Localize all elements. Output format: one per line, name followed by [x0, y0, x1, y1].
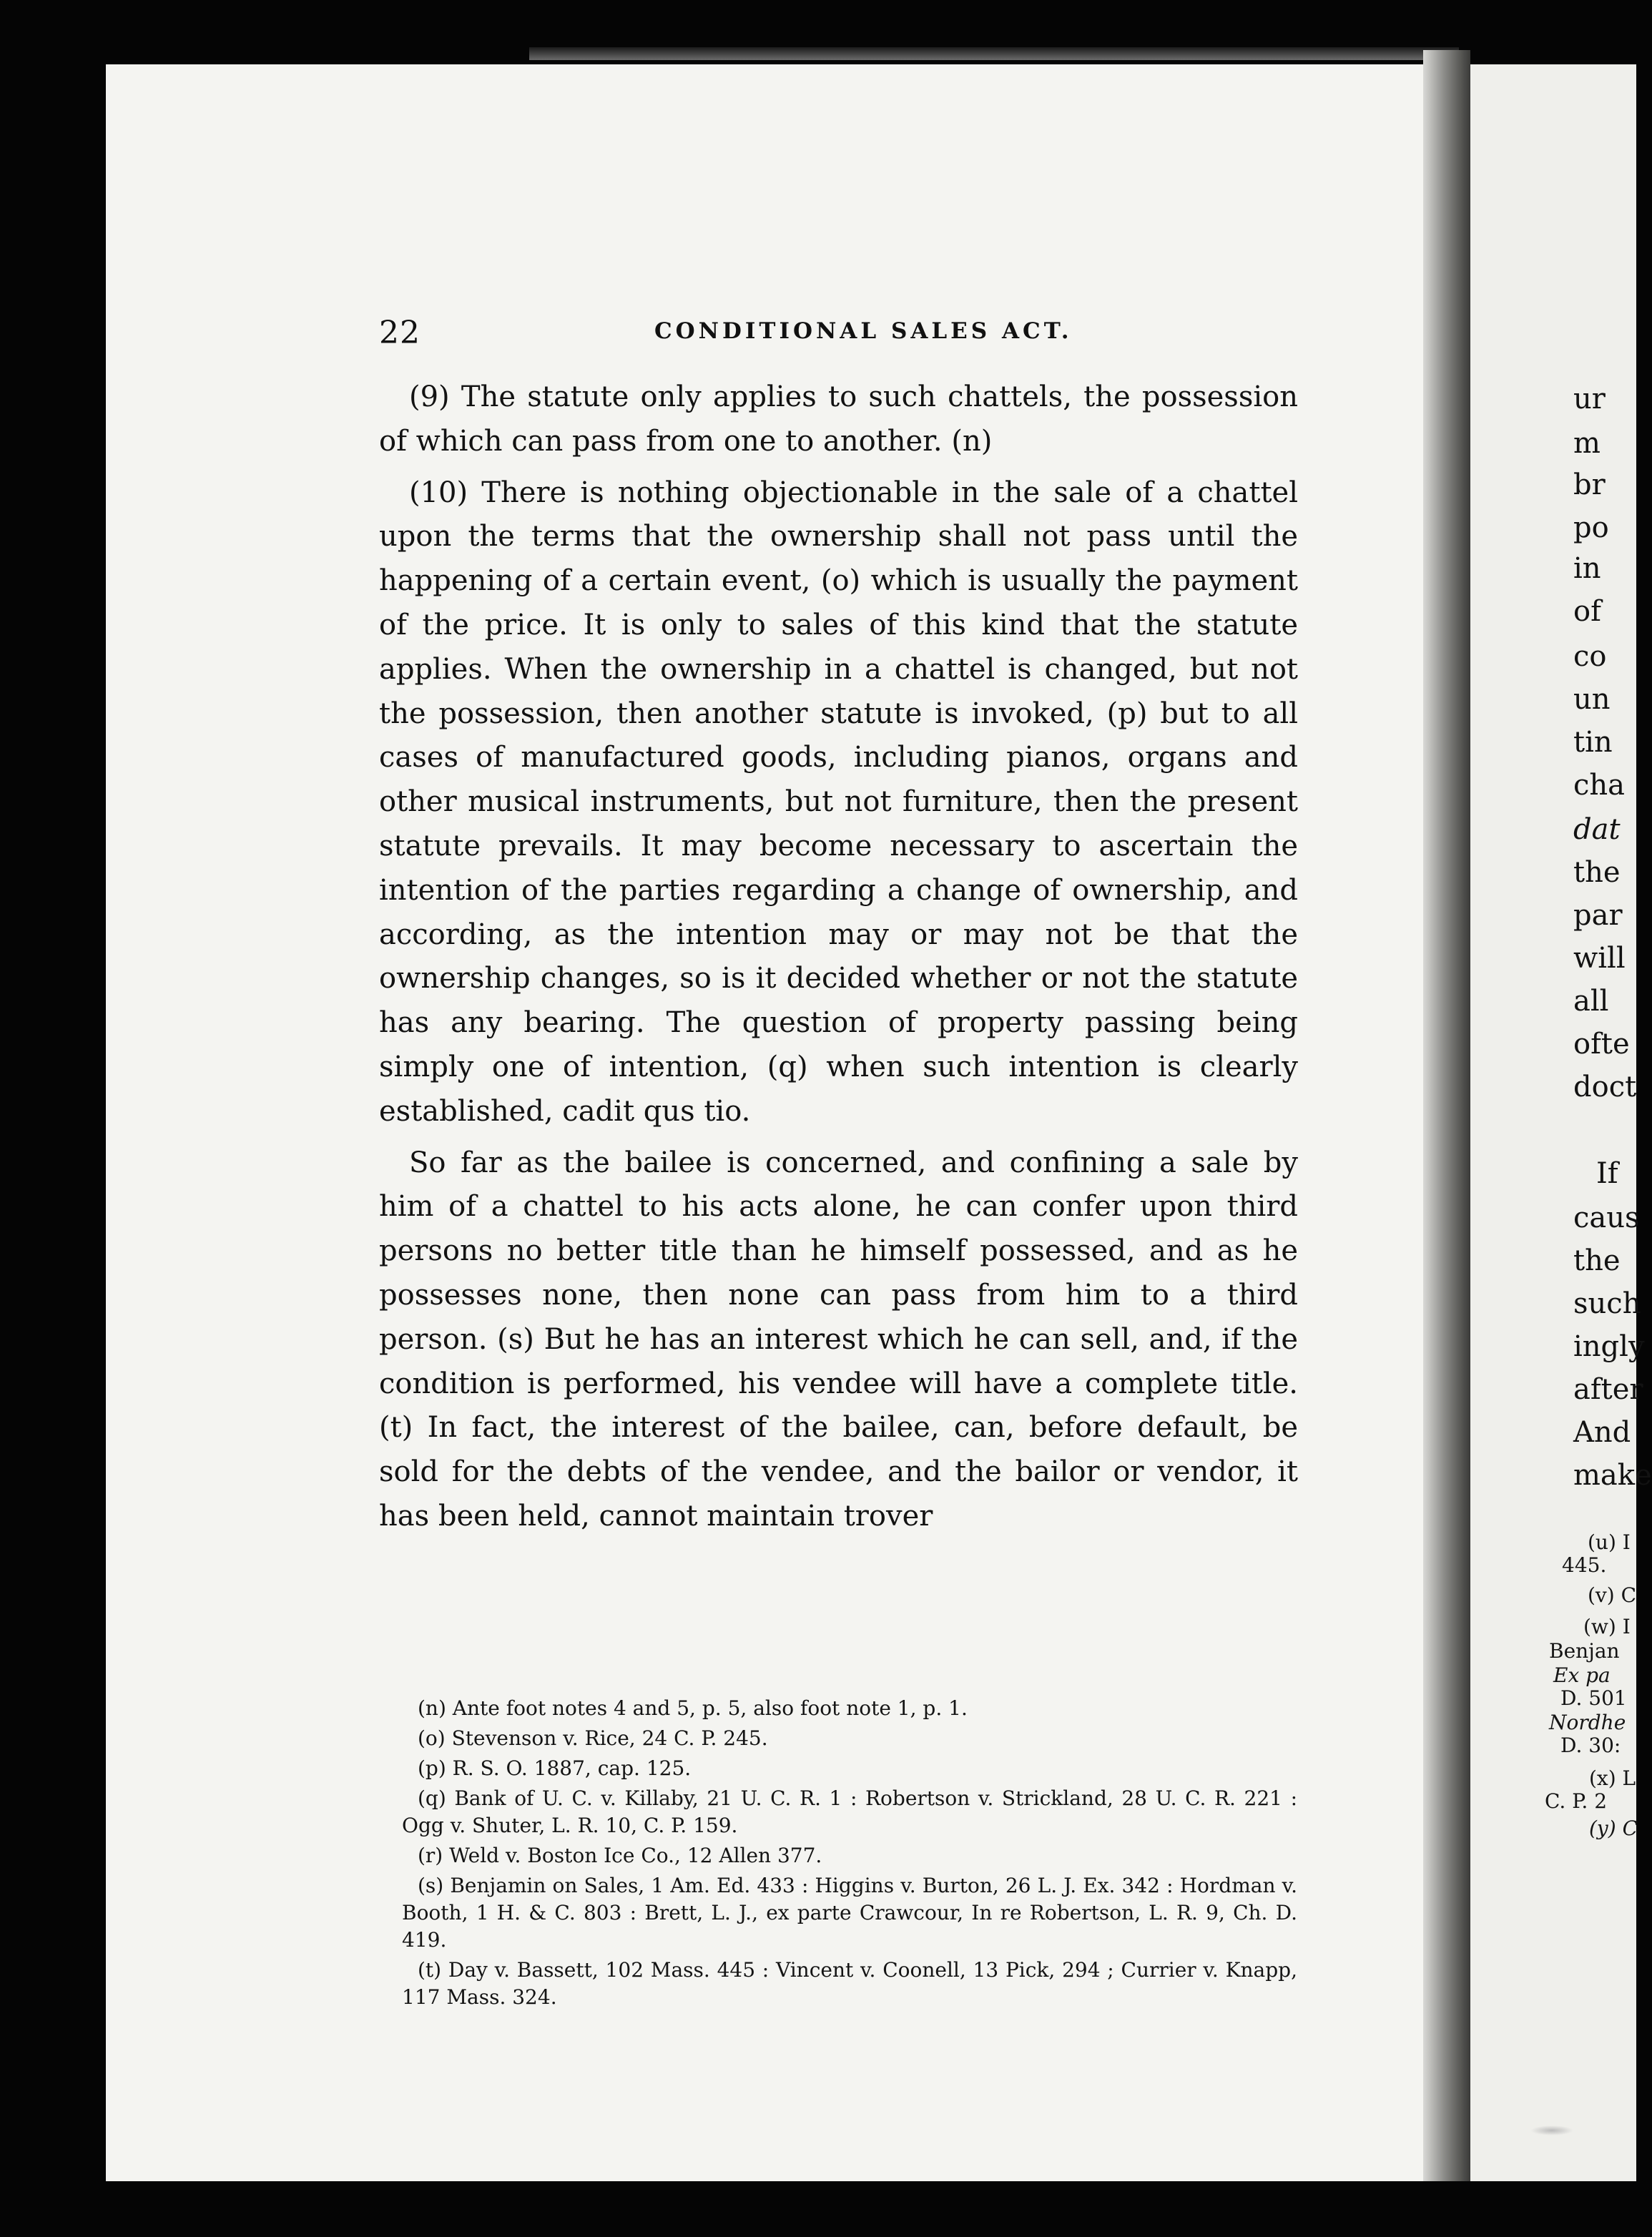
paragraph-bailee: So far as the bailee is concerned, and confining a sale by him of a chattel to his acts alone, he can confer upon third persons no better title than he himself possessed, and as he possesses none, then none can pass from him to a third person. (s) But he has an interest which he can sell, and, if the condition is performed, his vendee will have a complete title. (t) In fact, the interest of the bailee, can, before default, be sold for the debts of the vendee, and the bailor or vendor, it has been held, cannot maintain trover: [379, 1146, 1298, 1533]
right-page-footnote-fragment: Nordhe: [1549, 1711, 1626, 1734]
page-number: 22: [379, 315, 421, 351]
paragraph-10: (10) There is nothing objectionable in the sale of a chattel upon the terms that the ownership shall not pass until the happening of a certain event, (o) which is usually the payment of the price. It is only to sales of this kind that the statute applies. When the ownership in a chattel is changed, but not the possession, then another statute is invoked, (p) but to all cases of manufactured goods, including pianos, organs and other musical instruments, but not furniture, then the present statute prevails. It may become necessary to ascertain the intention of the parties regarding a change of ownership, and according, as the intention may or may not be that the ownership changes, so is it decided whether or not the statute has any bearing. The question of property passing being simply one of intention, (q) when such intention is clearly established, cadit qus tio.: [379, 476, 1298, 1128]
right-page-fragment: caus: [1573, 1201, 1640, 1234]
footnote-r: (r) Weld v. Boston Ice Co., 12 Allen 377.: [418, 1844, 822, 1867]
right-page-fragment: the: [1573, 1244, 1621, 1277]
footnote-o: (o) Stevenson v. Rice, 24 C. P. 245.: [418, 1726, 768, 1750]
footnote-t: (t) Day v. Bassett, 102 Mass. 445 : Vincent v. Coonell, 13 Pick, 294 ; Currier v. Knapp, 117 Mass. 324.: [402, 1958, 1297, 2009]
right-page-fragment: doct: [1573, 1071, 1637, 1103]
right-page-fragment: If: [1596, 1157, 1618, 1190]
right-page-footnote-fragment: (u) I: [1588, 1530, 1631, 1554]
right-page-fragment: such: [1573, 1287, 1641, 1320]
right-page-footnote-fragment: Ex pa: [1553, 1663, 1611, 1687]
right-page-footnote-fragment: (w) I: [1583, 1615, 1631, 1638]
footnote-s: (s) Benjamin on Sales, 1 Am. Ed. 433 : Higgins v. Burton, 26 L. J. Ex. 342 : Hordman v. Booth, 1 H. & C. 803 : Brett, L. J., ex parte Crawcour, In re Robertson, L. R. 9, Ch. D. 419.: [402, 1874, 1297, 1952]
top-edge-shadow: [529, 47, 1459, 60]
running-head: CONDITIONAL SALES ACT.: [654, 318, 1073, 344]
book-spine-gutter: [1423, 50, 1470, 2181]
right-page-fragment: ingly: [1573, 1330, 1645, 1363]
right-page-fragment: ur: [1573, 383, 1606, 416]
right-page-fragment: ofte: [1573, 1028, 1630, 1061]
right-page-fragment: in: [1573, 552, 1601, 585]
right-page-footnote-fragment: (y) C: [1589, 1816, 1638, 1840]
footnotes: [402, 1695, 1297, 2014]
right-page-fragment: co: [1573, 640, 1607, 673]
right-page-footnote-fragment: (v) C: [1588, 1583, 1636, 1607]
right-page-fragment: the: [1573, 856, 1621, 889]
right-page-fragment: br: [1573, 468, 1606, 501]
right-page-fragment: dat: [1573, 813, 1621, 846]
right-page-footnote-fragment: (x) L: [1589, 1766, 1636, 1790]
right-page-fragment: make: [1573, 1459, 1652, 1492]
right-page-footnote-fragment: D. 30:: [1560, 1734, 1621, 1757]
right-page-footnote-fragment: C. P. 2: [1545, 1789, 1608, 1813]
right-page-fragment: par: [1573, 899, 1623, 932]
right-page-footnote-fragment: D. 501: [1560, 1686, 1627, 1710]
right-page: [1470, 64, 1636, 2181]
footnote-n: (n) Ante foot notes 4 and 5, p. 5, also foot note 1, p. 1.: [418, 1696, 968, 1720]
paragraph-9: (9) The statute only applies to such chattels, the possession of which can pass from one to another. (n): [379, 380, 1298, 458]
right-page-fragment: po: [1573, 511, 1609, 544]
right-page-fragment: will: [1573, 942, 1626, 975]
body-text: [379, 375, 1298, 1546]
right-page-fragment: m: [1573, 427, 1601, 460]
right-page-footnote-fragment: Benjan: [1549, 1639, 1620, 1663]
right-page-footnote-fragment: 445.: [1562, 1553, 1607, 1577]
right-page-fragment: of: [1573, 595, 1601, 628]
right-page-fragment: after: [1573, 1373, 1643, 1406]
right-page-fragment: all: [1573, 985, 1609, 1018]
footnote-p: (p) R. S. O. 1887, cap. 125.: [418, 1756, 692, 1780]
footnote-q: (q) Bank of U. C. v. Killaby, 21 U. C. R. 1 : Robertson v. Strickland, 28 U. C. R. 221 : Ogg v. Shuter, L. R. 10, C. P. 159.: [402, 1786, 1297, 1837]
right-page-fragment: And: [1573, 1416, 1631, 1449]
right-page-fragment: cha: [1573, 769, 1626, 802]
right-page-fragment: tin: [1573, 726, 1613, 759]
right-page-fragment: un: [1573, 683, 1611, 716]
scan-speck: [1530, 2125, 1573, 2135]
